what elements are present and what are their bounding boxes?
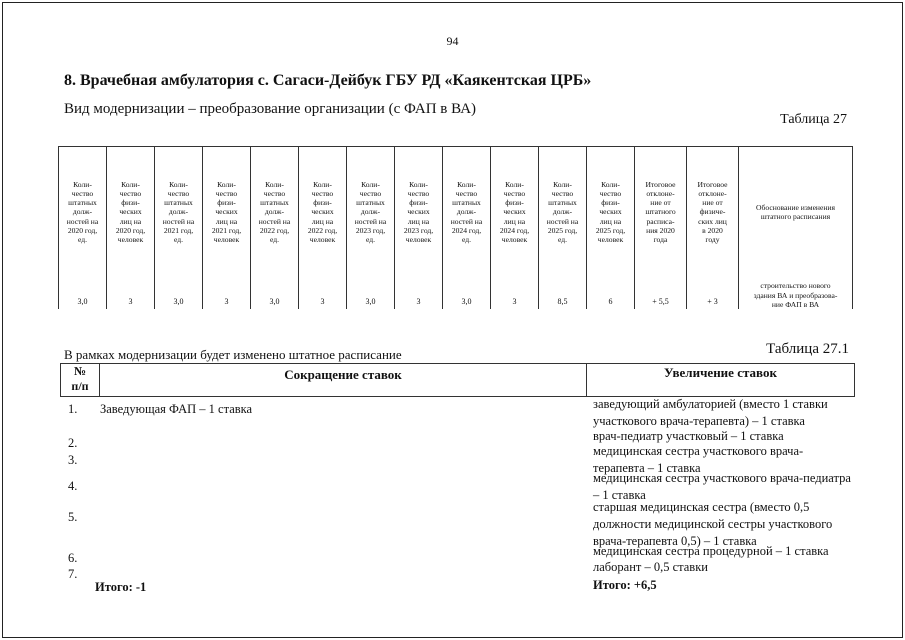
increase-item: старшая медицинская сестра (вместо 0,5 должности медицинской сестры участкового врача-терапевта 0,5) – 1 ставка [593,500,833,548]
header-cell: Коли- чество штатных долж- ностей на 2023 год, ед. [347,147,395,278]
column-reduction-header: Сокращение ставок [100,364,587,396]
header-cell: Коли- чество физи- ческих лиц на 2023 год, человек [395,147,443,278]
header-cell: Коли- чество физи- ческих лиц на 2021 год, человек [203,147,251,278]
column-increase-header: Увеличение ставок [664,365,777,380]
increase-item: врач-педиатр участковый – 1 ставка [593,429,784,443]
increase-item: медицинская сестра процедурной – 1 ставка [593,544,829,558]
modernization-type: Вид модернизации – преобразование организации (с ФАП в ВА) [64,101,477,117]
value-cell: + 3 [687,277,739,309]
header-cell: Коли- чество штатных долж- ностей на 2025 год, ед. [539,147,587,278]
value-cell: 6 [587,277,635,309]
page-number: 94 [446,34,459,48]
increase-item: медицинская сестра участкового врача-педиатра – 1 ставка [593,471,851,502]
table-27-label: Таблица 27 [780,112,847,127]
reduction-item: Заведующая ФАП – 1 ставка [100,402,253,416]
column-number-header: № п/п [61,364,100,396]
value-cell: 3 [107,277,155,309]
row-number: 7. [68,567,78,581]
total-increase: Итого: +6,5 [593,578,657,592]
value-cell: 3,0 [155,277,203,309]
header-cell: Коли- чество физи- ческих лиц на 2020 год, человек [107,147,155,278]
value-cell: 3,0 [59,277,107,309]
value-cell: 3 [491,277,539,309]
row-number: 5. [68,510,78,524]
staffing-table [58,146,853,309]
value-cell: 3 [395,277,443,309]
value-cell: 8,5 [539,277,587,309]
header-cell: Коли- чество физи- ческих лиц на 2024 год, человек [491,147,539,278]
justification-cell: строительство нового здания ВА и преобразова- ние ФАП в ВА [739,277,853,309]
header-cell: Коли- чество штатных долж- ностей на 2022 год, ед. [251,147,299,278]
value-cell: 3 [203,277,251,309]
row-number: 4. [68,479,78,493]
header-cell: Итоговое отклоне- ние от штатного расписа- ния 2020 года [635,147,687,278]
total-reduction: Итого: -1 [95,580,147,594]
value-cell: 3,0 [443,277,491,309]
intro-text: В рамках модернизации будет изменено штатное расписание [64,347,402,362]
header-cell: Коли- чество штатных долж- ностей на 2021 год, ед. [155,147,203,278]
header-cell: Коли- чество физи- ческих лиц на 2022 год, человек [299,147,347,278]
row-number: 6. [68,551,78,565]
row-number: 3. [68,453,78,467]
value-cell: 3,0 [347,277,395,309]
row-number: 2. [68,436,78,450]
section-heading: 8. Врачебная амбулатория с. Сагаси-Дейбук ГБУ РД «Каякентская ЦРБ» [64,72,592,89]
value-cell: 3 [299,277,347,309]
rates-table-header [60,363,855,397]
increase-item: медицинская сестра участкового врача-терапевта – 1 ставка [593,444,804,475]
increase-item: заведующий амбулаторией (вместо 1 ставки участкового врача-терапевта) – 1 ставка [593,397,828,428]
header-cell: Коли- чество штатных долж- ностей на 2024 год, ед. [443,147,491,278]
increase-item: лаборант – 0,5 ставки [593,560,708,574]
header-cell: Итоговое отклоне- ние от физиче- ских лиц в 2020 году [687,147,739,278]
row-number: 1. [68,402,78,416]
value-cell: 3,0 [251,277,299,309]
value-cell: + 5,5 [635,277,687,309]
header-cell: Обоснование изменения штатного расписания [739,147,853,278]
table-27-1-label: Таблица 27.1 [766,341,849,357]
header-cell: Коли- чество штатных долж- ностей на 2020 год, ед. [59,147,107,278]
header-cell: Коли- чество физи- ческих лиц на 2025 год, человек [587,147,635,278]
